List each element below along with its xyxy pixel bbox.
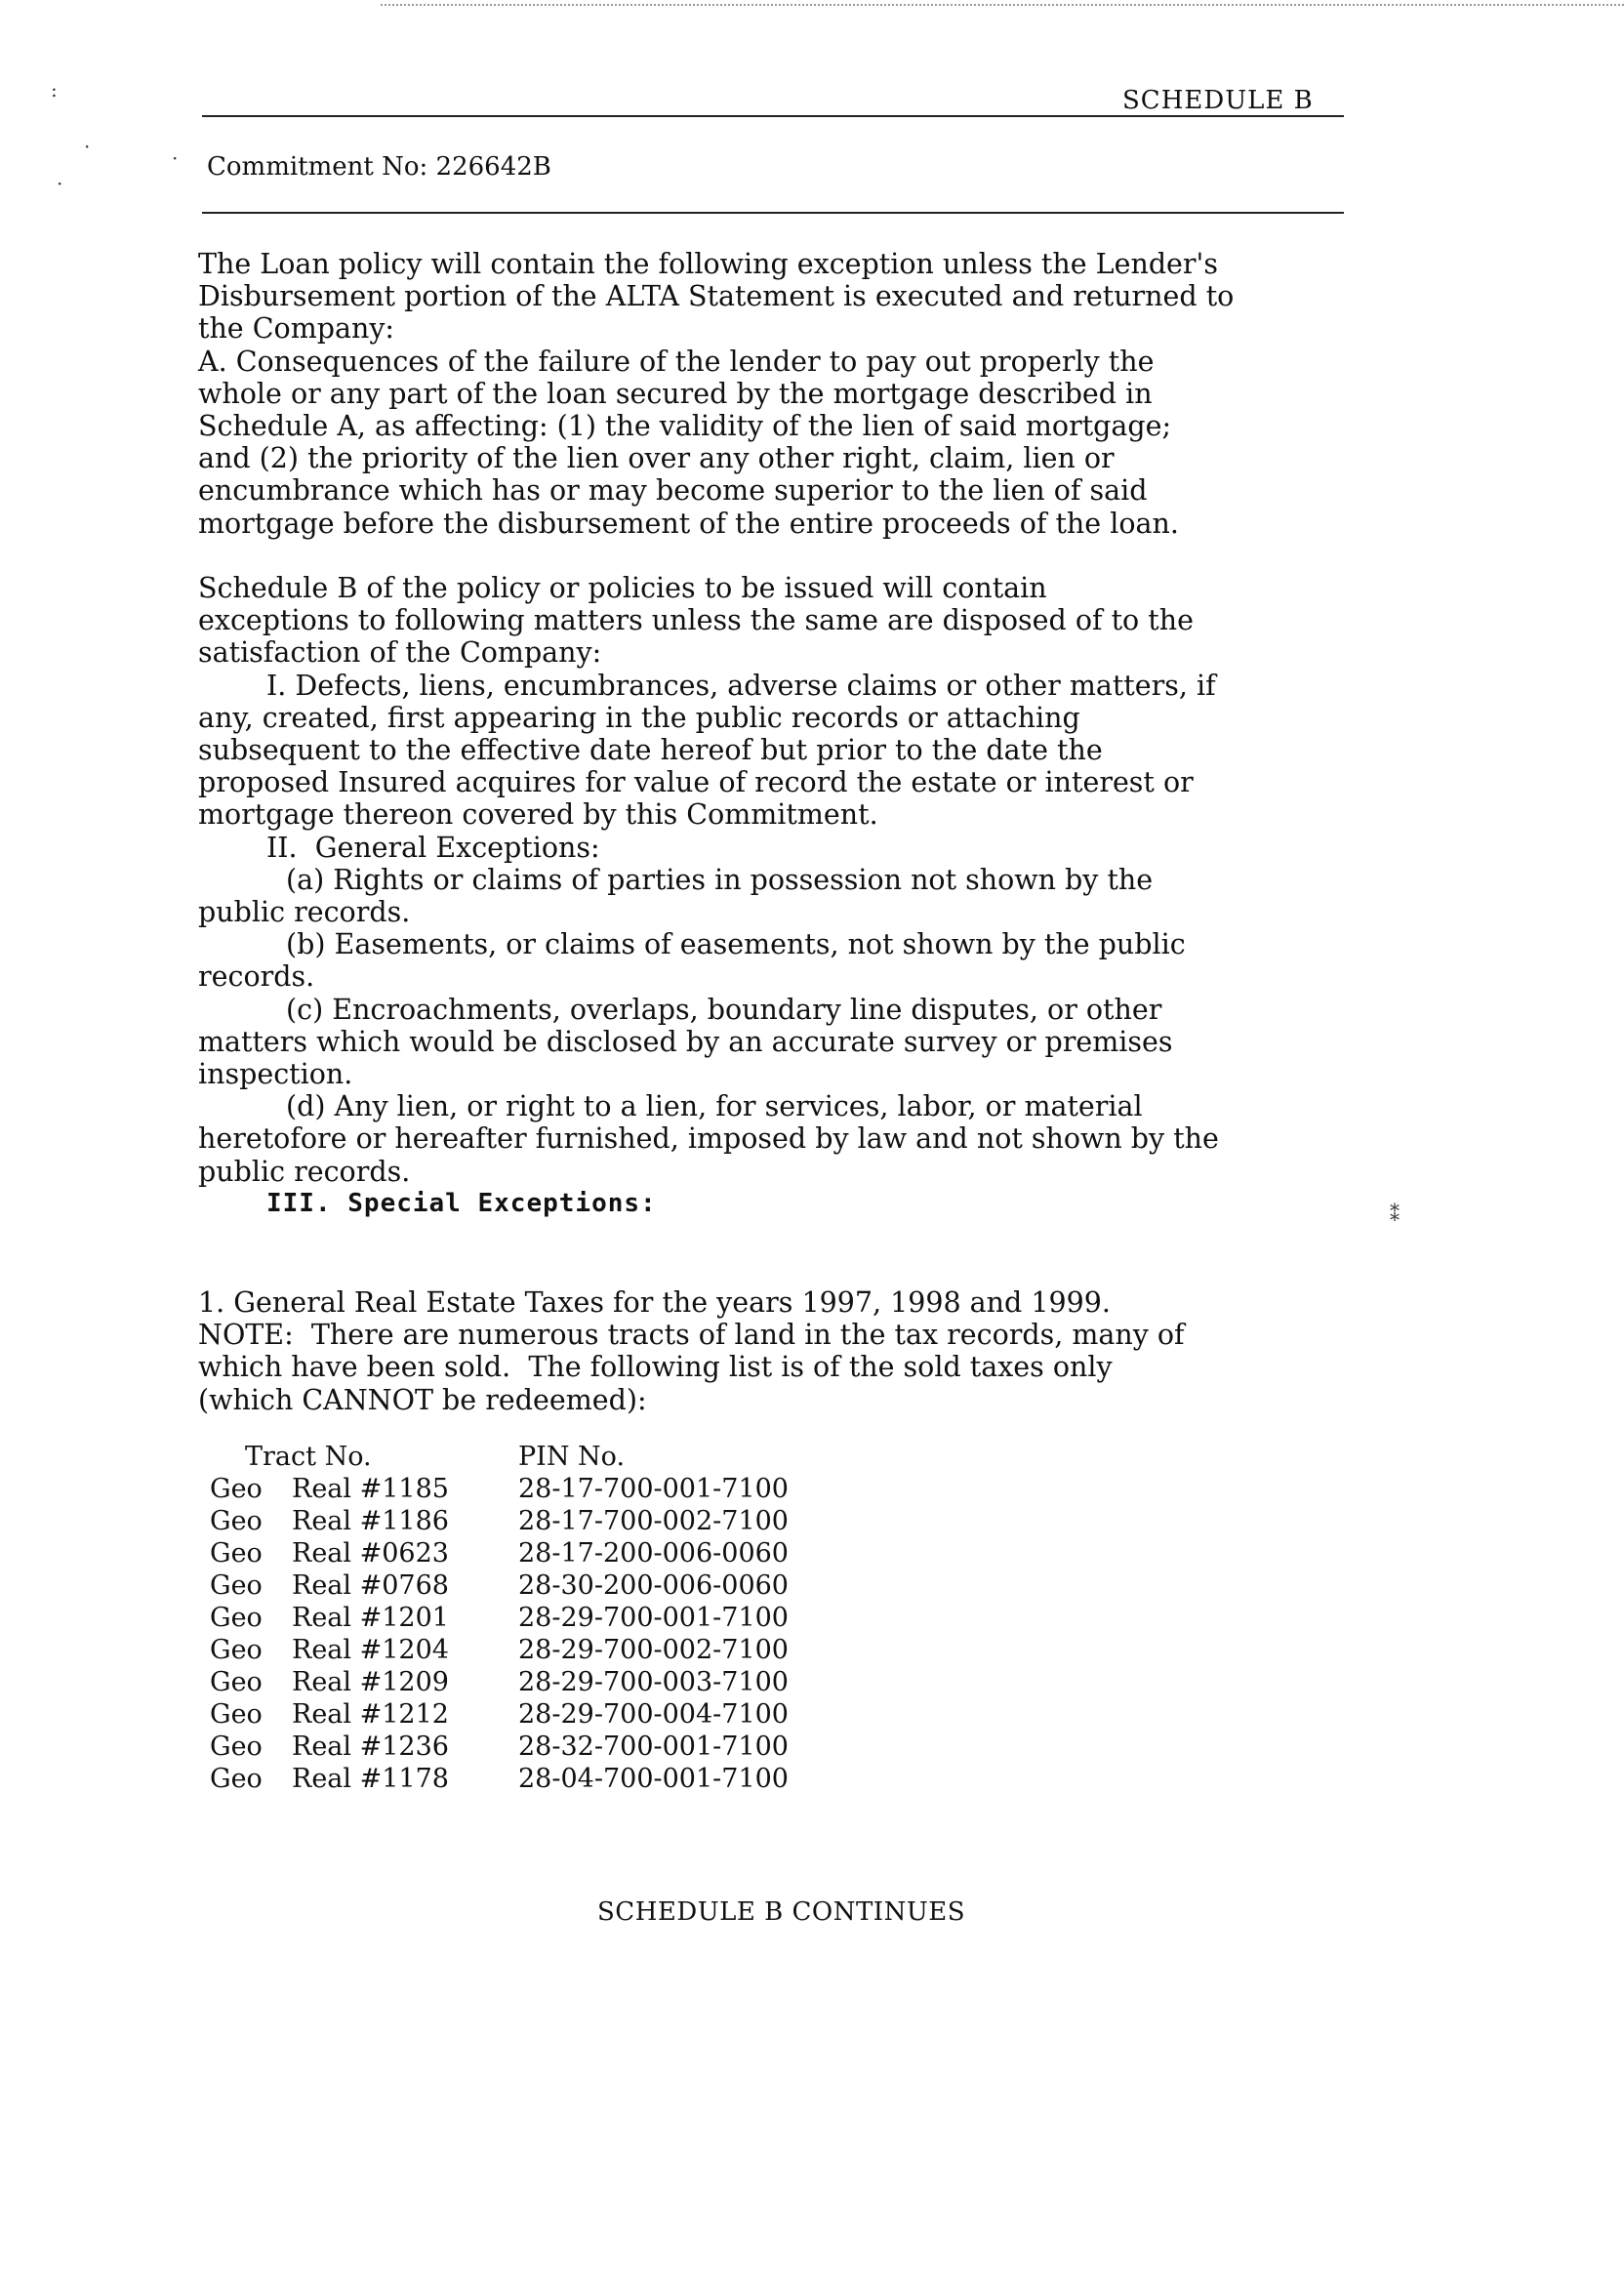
text-line: The Loan policy will contain the following exception unless the Lender's — [198, 248, 1219, 280]
general-exception-b: (b) Easements, or claims of easements, not shown by the public — [286, 928, 1186, 961]
tract-cell: Real #1212 — [292, 1699, 449, 1730]
pin-cell: 28-17-200-006-0060 — [518, 1538, 789, 1569]
table-row — [210, 1602, 789, 1634]
schedule-b-exceptions-paragraph — [198, 572, 1418, 1220]
table-row — [210, 1634, 789, 1666]
text-line: subsequent to the effective date hereof but prior to the date the — [198, 734, 1103, 767]
geo-cell: Geo — [210, 1603, 263, 1633]
tract-cell: Real #1186 — [292, 1506, 449, 1536]
header-rule — [202, 115, 1344, 117]
text-line: inspection. — [198, 1058, 353, 1091]
text-line: exceptions to following matters unless the same are disposed of to the — [198, 604, 1194, 637]
pin-column-header: PIN No. — [518, 1442, 626, 1472]
text-line: 1. General Real Estate Taxes for the years 1997, 1998 and 1999. — [198, 1286, 1111, 1319]
text-line: public records. — [198, 896, 411, 929]
text-line: heretofore or hereafter furnished, imposed by law and not shown by the — [198, 1122, 1219, 1156]
geo-cell: Geo — [210, 1506, 263, 1536]
geo-cell: Geo — [210, 1732, 263, 1762]
text-line: satisfaction of the Company: — [198, 636, 602, 670]
general-exception-a: (a) Rights or claims of parties in possession not shown by the — [286, 863, 1154, 896]
text-line: Schedule B of the policy or policies to be issued will contain — [198, 572, 1047, 604]
table-row — [210, 1666, 789, 1698]
geo-cell: Geo — [210, 1699, 263, 1730]
commitment-number: Commitment No: 226642B — [207, 152, 551, 182]
scan-edge-line — [381, 4, 1624, 6]
geo-cell: Geo — [210, 1635, 263, 1665]
text-line: mortgage before the disbursement of the entire proceeds of the loan. — [198, 507, 1179, 540]
tract-pin-table — [210, 1441, 789, 1795]
pin-cell: 28-17-700-001-7100 — [518, 1474, 789, 1504]
text-line: the Company: — [198, 312, 395, 346]
table-row — [210, 1473, 789, 1505]
table-row — [210, 1569, 789, 1602]
pin-cell: 28-17-700-002-7100 — [518, 1506, 789, 1536]
text-line: Schedule A, as affecting: (1) the validity of the lien of said mortgage; — [198, 410, 1172, 443]
text-line: mortgage thereon covered by this Commitment. — [198, 798, 878, 832]
tract-cell: Real #1204 — [292, 1635, 449, 1665]
geo-cell: Geo — [210, 1764, 263, 1794]
loan-policy-exception-paragraph — [198, 248, 1418, 540]
pin-cell: 28-30-200-006-0060 — [518, 1570, 789, 1601]
speck: · — [57, 172, 63, 195]
text-line: whole or any part of the loan secured by the mortgage described in — [198, 377, 1153, 410]
special-exceptions-heading: III. Special Exceptions: — [266, 1188, 657, 1218]
text-line: Disbursement portion of the ALTA Statement is executed and returned to — [198, 280, 1235, 313]
geo-cell: Geo — [210, 1474, 263, 1504]
speck: : — [51, 78, 58, 102]
schedule-continues-footer: SCHEDULE B CONTINUES — [597, 1897, 966, 1927]
general-exception-d: (d) Any lien, or right to a lien, for services, labor, or material — [286, 1090, 1143, 1123]
pin-cell: 28-29-700-002-7100 — [518, 1635, 789, 1665]
commitment-rule — [202, 212, 1344, 214]
text-line: records. — [198, 960, 315, 994]
table-header-row — [210, 1441, 789, 1473]
speck: ⁑ — [1390, 1202, 1400, 1226]
exception-item-ii-heading: II. General Exceptions: — [266, 831, 600, 864]
tract-cell: Real #0768 — [292, 1570, 449, 1601]
tract-cell: Real #1201 — [292, 1603, 449, 1633]
speck: · — [84, 135, 91, 158]
pin-cell: 28-29-700-001-7100 — [518, 1603, 789, 1633]
table-row — [210, 1505, 789, 1537]
table-row — [210, 1537, 789, 1569]
pin-cell: 28-29-700-003-7100 — [518, 1667, 789, 1697]
text-line: encumbrance which has or may become superior to the lien of said — [198, 474, 1148, 508]
text-line: public records. — [198, 1155, 411, 1188]
speck: · — [172, 146, 179, 170]
text-line: matters which would be disclosed by an accurate survey or premises — [198, 1025, 1173, 1058]
schedule-label: SCHEDULE B — [1122, 86, 1314, 115]
table-row — [210, 1698, 789, 1731]
general-exception-c: (c) Encroachments, overlaps, boundary line disputes, or other — [286, 993, 1162, 1026]
geo-cell: Geo — [210, 1570, 263, 1601]
pin-cell: 28-32-700-001-7100 — [518, 1732, 789, 1762]
geo-cell: Geo — [210, 1667, 263, 1697]
text-line: (which CANNOT be redeemed): — [198, 1383, 647, 1416]
pin-cell: 28-04-700-001-7100 — [518, 1764, 789, 1794]
tract-cell: Real #1185 — [292, 1474, 449, 1504]
geo-cell: Geo — [210, 1538, 263, 1569]
text-line: and (2) the priority of the lien over any other right, claim, lien or — [198, 442, 1115, 475]
real-estate-taxes-paragraph — [198, 1286, 1418, 1416]
text-line: NOTE: There are numerous tracts of land in the tax records, many of — [198, 1319, 1185, 1352]
table-row — [210, 1731, 789, 1763]
text-line: A. Consequences of the failure of the lender to pay out properly the — [198, 345, 1155, 378]
tract-cell: Real #1209 — [292, 1667, 449, 1697]
text-line: any, created, first appearing in the public records or attaching — [198, 701, 1080, 734]
text-line: which have been sold. The following list is of the sold taxes only — [198, 1351, 1113, 1384]
tract-cell: Real #1236 — [292, 1732, 449, 1762]
text-line: proposed Insured acquires for value of record the estate or interest or — [198, 766, 1194, 799]
table-row — [210, 1763, 789, 1795]
tract-column-header: Tract No. — [245, 1442, 372, 1472]
tract-cell: Real #0623 — [292, 1538, 449, 1569]
pin-cell: 28-29-700-004-7100 — [518, 1699, 789, 1730]
exception-item-i: I. Defects, liens, encumbrances, adverse claims or other matters, if — [266, 669, 1216, 702]
tract-cell: Real #1178 — [292, 1764, 449, 1794]
